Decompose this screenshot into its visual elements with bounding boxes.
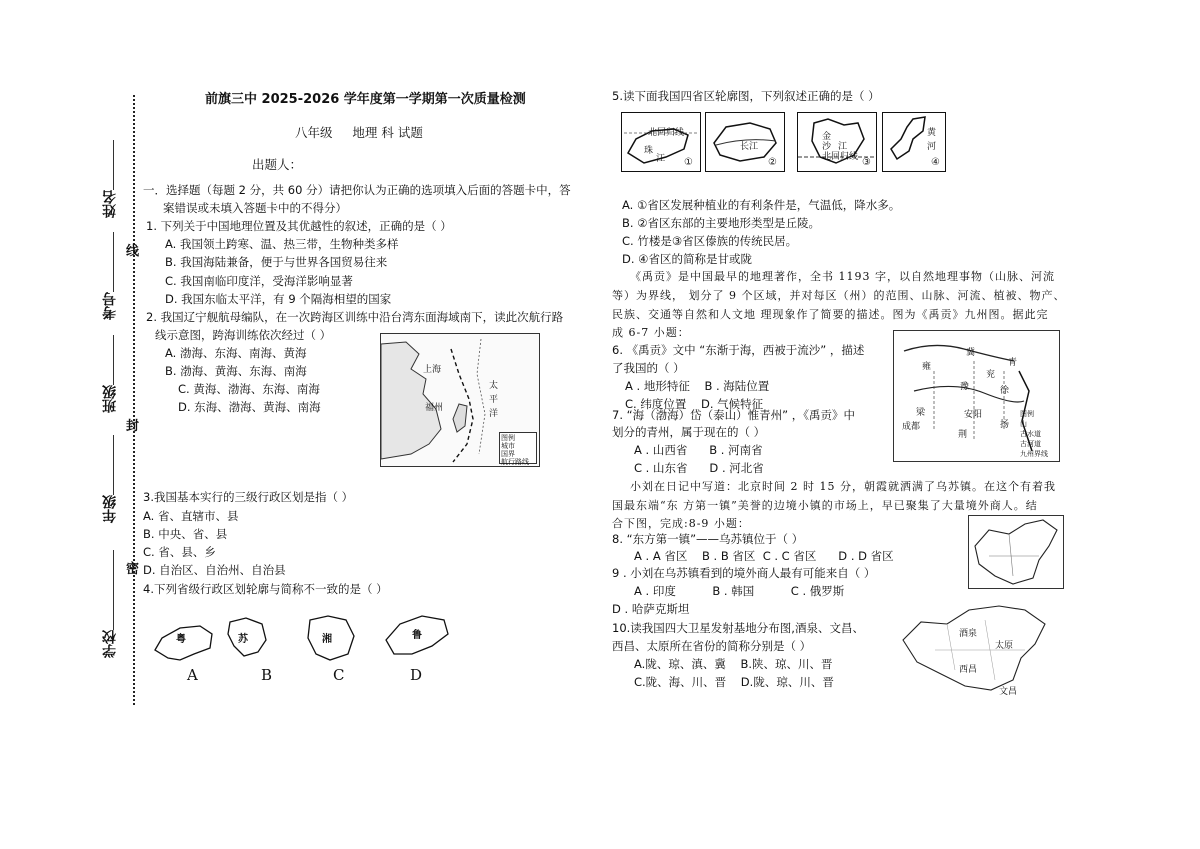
- name-label: 姓名: [102, 190, 118, 218]
- section1-line2: 案错误或未填入答题卡中的不得分）: [163, 201, 347, 215]
- jiuzhou-legend-title: 图例: [1020, 410, 1034, 418]
- jiuzhou-yang: 扬: [1000, 420, 1010, 430]
- launch-base-map: [895, 600, 1063, 698]
- q6-options-ab: A . 地形特征 B . 海陆位置: [625, 379, 770, 393]
- page-title: 前旗三中 2025-2026 学年度第一学期第一次质量检测: [205, 92, 526, 107]
- q4-province-outlines: [150, 610, 450, 666]
- school-label: 学校: [102, 630, 118, 658]
- class-underline: [113, 335, 114, 385]
- q8-options: A . A 省区 B . B 省区 C . C 省区 D . D 省区: [634, 549, 894, 563]
- q5-map1-number: ①: [684, 157, 693, 168]
- q7-stem-line2: 划分的青州，属于现在的（ ）: [612, 425, 766, 439]
- jiuzhou-legend-boundary: 九州界线: [1020, 450, 1048, 458]
- q5-option-a: A. ①省区发展种植业的有利条件是，气温低，降水多。: [622, 198, 901, 212]
- q5-map-2: [705, 112, 785, 172]
- q4-option-a: A: [187, 666, 198, 684]
- q2-option-b: B. 渤海、黄海、东海、南海: [165, 364, 307, 378]
- q3-option-b: B. 中央、省、县: [143, 527, 228, 541]
- seal-char-feng: 封: [126, 419, 140, 434]
- q7-options-ab: A . 山西省 B . 河南省: [634, 443, 763, 457]
- q5-map3-number: ③: [862, 157, 871, 168]
- q4-option-b: B: [261, 666, 273, 684]
- q5-option-d: D. ④省区的简称是甘或陇: [622, 252, 752, 266]
- map-label-fuzhou: 福州: [425, 403, 444, 413]
- q5-map2-number: ②: [768, 157, 777, 168]
- q5-map1-label-zhu: 珠: [644, 146, 654, 156]
- jiuzhou-legend-ancient-waterway: 古水道: [1020, 430, 1041, 438]
- exam-no-underline: [113, 232, 114, 292]
- jiuzhou-xu: 徐: [1000, 386, 1010, 396]
- q6-options-cd: C. 纬度位置 D. 气候特征: [625, 397, 764, 411]
- jiuzhou-yong: 雍: [922, 362, 932, 372]
- author-label: 出题人：: [252, 157, 303, 172]
- q4-option-c: C: [333, 666, 345, 684]
- q5-map3-label-jin: 金: [822, 132, 832, 142]
- yugong-line4: 成 6-7 小题：: [612, 326, 690, 339]
- china-abcd-map: [968, 515, 1064, 589]
- q10-options-ab: A.陇、琼、滇、冀 B.陕、琼、川、晋: [634, 657, 833, 671]
- q5-option-c: C. 竹楼是③省区傣族的传统民居。: [622, 234, 798, 248]
- launch-label-wenchang: 文昌: [999, 687, 1018, 697]
- china-abcd-map-drawing: [969, 516, 1063, 588]
- map-label-tai: 太: [489, 381, 499, 391]
- jiuzhou-yu: 豫: [960, 382, 970, 392]
- name-underline: [113, 140, 114, 190]
- q5-stem: 5.读下面我国四省区轮廓图，下列叙述正确的是（ ）: [612, 89, 880, 103]
- q9-options-abc: A . 印度 B . 韩国 C . 俄罗斯: [634, 584, 845, 598]
- q5-option-b: B. ②省区东部的主要地形类型是丘陵。: [622, 216, 821, 230]
- jiuzhou-legend-mountain: 山: [1020, 420, 1027, 428]
- q1-stem: 1. 下列关于中国地理位置及其优越性的叙述，正确的是（ ）: [146, 219, 452, 233]
- wusu-line3: 合下图，完成:8-9 小题：: [612, 517, 750, 530]
- q5-map1-label-jiang: 江: [656, 154, 666, 164]
- class-label: 班级: [102, 385, 118, 413]
- q9-option-d: D . 哈萨克斯坦: [612, 602, 690, 616]
- q4-option-d: D: [410, 666, 423, 684]
- yugong-line1: 《禹贡》是中国最早的地理著作，全书 1193 字，以自然地理事物（山脉、河流: [630, 270, 1055, 283]
- q5-map-4: [882, 112, 946, 172]
- q7-stem-line1: 7. “海（渤海）岱（泰山）惟青州” ，《禹贡》中: [612, 408, 855, 422]
- jiuzhou-yan: 兖: [986, 370, 996, 380]
- q5-map4-label-he: 河: [927, 142, 937, 152]
- q5-map3-label-tropic: 北回归线: [822, 152, 859, 162]
- q4-label-lu: 鲁: [412, 630, 422, 641]
- q2-map-legend: [499, 432, 537, 464]
- q2-option-a: A. 渤海、东海、南海、黄海: [165, 346, 307, 360]
- q1-option-a: A. 我国领土跨寒、温、热三带，生物种类多样: [165, 237, 399, 251]
- legend-border: 国界: [501, 450, 515, 458]
- q3-option-a: A. 省、直辖市、县: [143, 509, 239, 523]
- q2-option-c: C. 黄海、渤海、东海、南海: [178, 382, 320, 396]
- map-label-shanghai: 上海: [423, 365, 442, 375]
- q6-stem-line2: 了我国的（ ）: [612, 361, 685, 375]
- q4-outlines-drawing: [150, 610, 450, 666]
- wusu-line2: 国最东端“东 方第一镇”美誉的边境小镇的市场上，早已聚集了大量境外商人。结: [612, 499, 1038, 512]
- map-label-yang: 洋: [489, 409, 499, 419]
- page-subtitle: 八年级 地理 科 试题: [295, 125, 423, 140]
- launch-label-taiyuan: 太原: [995, 641, 1014, 651]
- jiuzhou-qing: 青: [1008, 358, 1018, 368]
- q4-label-yue: 粤: [176, 634, 186, 645]
- q5-map2-label-changjiang: 长江: [740, 142, 759, 152]
- section1-line1: 一．选择题（每题 2 分，共 60 分）请把你认为正确的选项填入后面的答题卡中，答: [143, 183, 571, 197]
- q7-options-cd: C . 山东省 D . 河北省: [634, 461, 764, 475]
- jiuzhou-jing: 荆: [958, 430, 968, 440]
- q2-option-d: D. 东海、渤海、黄海、南海: [178, 400, 321, 414]
- jiuzhou-legend-ancient-river: 古河道: [1020, 440, 1041, 448]
- q10-stem-line2: 西昌、太原所在省份的简称分别是（ ）: [612, 639, 812, 653]
- q3-option-d: D. 自治区、自治州、自治县: [143, 563, 286, 577]
- q5-map3-label-jiang: 江: [838, 142, 848, 152]
- exam-no-label: 考号: [102, 292, 118, 320]
- binding-dotted-line: [133, 95, 135, 705]
- jiuzhou-ji: 冀: [966, 348, 976, 358]
- q1-option-c: C. 我国南临印度洋，受海洋影响显著: [165, 274, 353, 288]
- jiuzhou-anyang: 安阳: [964, 410, 983, 420]
- q3-option-c: C. 省、县、乡: [143, 545, 216, 559]
- legend-title: 图例: [501, 434, 515, 442]
- jiuzhou-legend: [1020, 409, 1056, 457]
- q1-option-d: D. 我国东临太平洋，有 9 个隔海相望的国家: [165, 292, 392, 306]
- q5-map-3: [797, 112, 877, 172]
- q5-map-1: [621, 112, 701, 172]
- jiuzhou-map: [893, 330, 1060, 462]
- q2-stem-line1: 2. 我国辽宁舰航母编队，在一次跨海区训练中沿台湾东面海域南下，读此次航行路: [146, 310, 564, 324]
- grade-underline: [113, 435, 114, 495]
- q10-options-cd: C.陇、海、川、晋 D.陇、琼、川、晋: [634, 675, 834, 689]
- grade-label: 年级: [102, 495, 118, 523]
- school-underline: [113, 550, 114, 630]
- wusu-line1: 小刘在日记中写道：北京时间 2 时 15 分，朝霞就洒满了乌苏镇。在这个有着我: [630, 480, 1056, 493]
- launch-label-xichang: 西昌: [959, 665, 978, 675]
- q1-option-b: B. 我国海陆兼备，便于与世界各国贸易往来: [165, 255, 388, 269]
- q8-stem: 8. “东方第一镇”——乌苏镇位于（ ）: [612, 532, 804, 546]
- q5-map4-number: ④: [931, 157, 940, 168]
- q4-label-xiang: 湘: [322, 634, 332, 645]
- launch-base-map-drawing: [895, 600, 1063, 698]
- q2-route-map: [380, 333, 540, 467]
- jiuzhou-liang: 梁: [916, 408, 926, 418]
- q2-stem-line2: 线示意图，跨海训练依次经过（ ）: [155, 328, 332, 342]
- q6-stem-line1: 6. 《禹贡》文中 “东渐于海，西被于流沙” ，描述: [612, 343, 865, 357]
- jiuzhou-chengdu: 成都: [902, 422, 921, 432]
- q5-map1-label-tropic: 北回归线: [648, 128, 685, 138]
- launch-label-jiuquan: 酒泉: [959, 629, 978, 639]
- q3-stem: 3.我国基本实行的三级行政区划是指（ ）: [143, 490, 354, 504]
- yugong-line2: 等）为界线， 划分了 9 个区域，并对每区（州）的范围、山脉、河流、植被、物产、: [612, 289, 1066, 302]
- q5-map3-label-sha: 沙: [822, 142, 832, 152]
- legend-route: 航行路线: [501, 458, 529, 466]
- map-label-ping: 平: [489, 395, 499, 405]
- seal-char-mi: 密: [126, 562, 140, 577]
- q5-map4-label-huang: 黄: [927, 128, 937, 138]
- q4-label-su: 苏: [238, 634, 248, 645]
- legend-city: 城市: [501, 442, 515, 450]
- seal-char-xian: 线: [126, 244, 140, 259]
- q4-stem: 4.下列省级行政区划轮廓与简称不一致的是（ ）: [143, 582, 388, 596]
- yugong-line3: 民族、交通等自然和人文地 理现象作了简要的描述。图为《禹贡》九州图。据此完: [612, 308, 1049, 321]
- q9-stem: 9 . 小刘在乌苏镇看到的境外商人最有可能来自（ ）: [612, 566, 876, 580]
- q10-stem-line1: 10.读我国四大卫星发射基地分布图,酒泉、文昌、: [612, 621, 864, 635]
